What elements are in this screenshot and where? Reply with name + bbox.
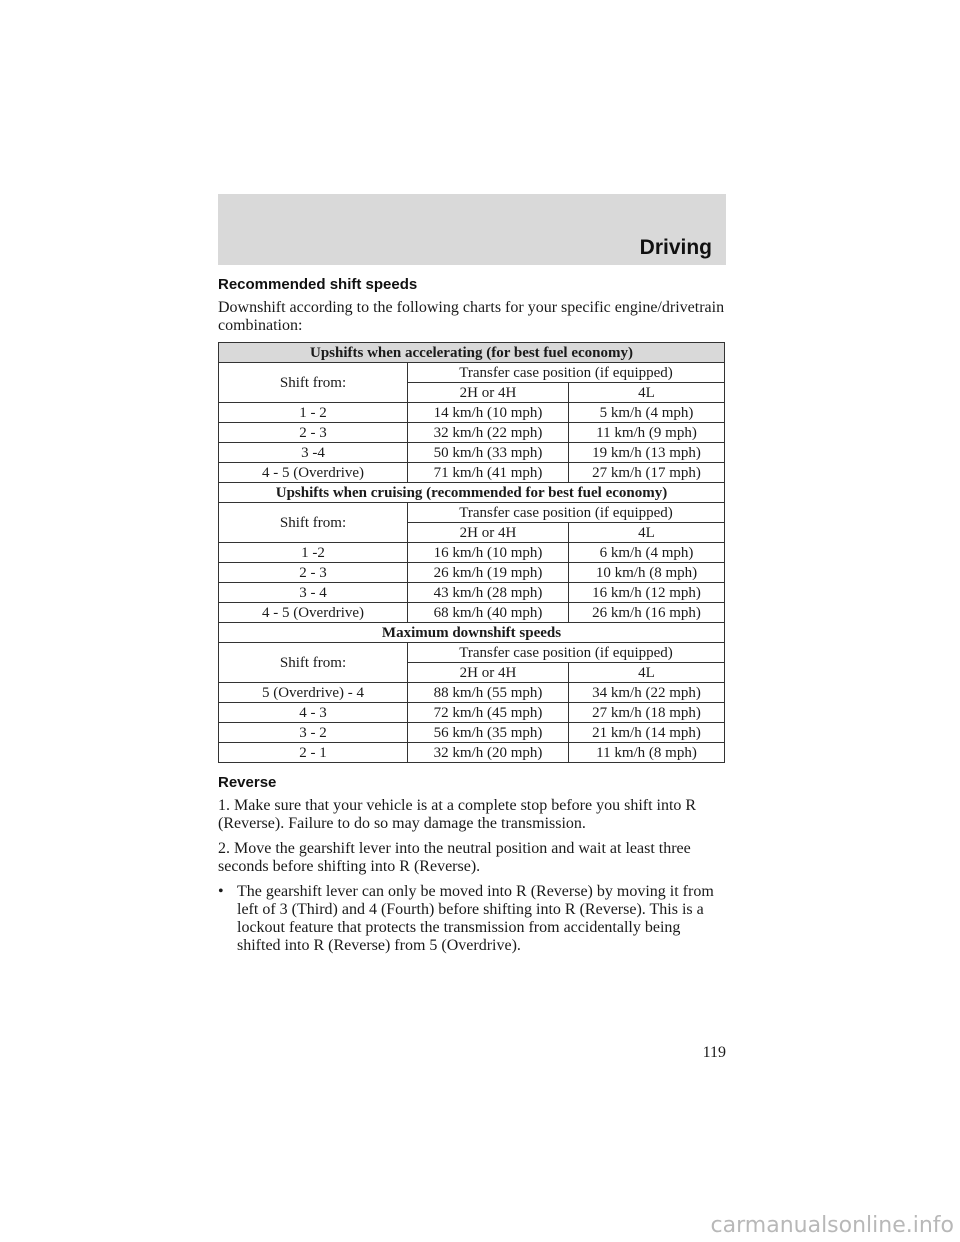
reverse-heading: Reverse [218,774,277,791]
transfer-case-label: Transfer case position (if equipped) [408,363,725,383]
table-cell: 2 - 3 [219,423,408,443]
table-cell: 68 km/h (40 mph) [408,603,569,623]
table-cell: 11 km/h (9 mph) [569,423,725,443]
table-subheader-row [219,503,725,523]
bullet-icon: • [218,883,224,900]
table-cell: 2 - 1 [219,743,408,763]
section-title: Driving [639,236,712,259]
table-section-title: Maximum downshift speeds [219,623,725,643]
table-cell: 3 -4 [219,443,408,463]
table-cell: 4 - 3 [219,703,408,723]
table-cell: 26 km/h (16 mph) [569,603,725,623]
table-cell: 11 km/h (8 mph) [569,743,725,763]
table-cell: 1 - 2 [219,403,408,423]
table-cell: 16 km/h (10 mph) [408,543,569,563]
table-subheader-row [219,643,725,663]
table-cell: 4 - 5 (Overdrive) [219,603,408,623]
table-section-header [219,483,725,503]
list-item [218,883,726,955]
table-cell: 32 km/h (22 mph) [408,423,569,443]
table-cell: 34 km/h (22 mph) [569,683,725,703]
table-cell: 10 km/h (8 mph) [569,563,725,583]
table-row [219,563,725,583]
table-row [219,543,725,563]
shift-speeds-heading: Recommended shift speeds [218,276,418,293]
shift-speeds-table [218,342,725,763]
table-row [219,743,725,763]
table-cell: 43 km/h (28 mph) [408,583,569,603]
table-row [219,603,725,623]
table-subheader-row [219,363,725,383]
table-cell: 14 km/h (10 mph) [408,403,569,423]
page-number: 119 [702,1044,726,1061]
table-section-title: Upshifts when accelerating (for best fuel economy) [219,343,725,363]
table-row [219,703,725,723]
shift-from-label: Shift from: [219,503,408,543]
table-cell: 71 km/h (41 mph) [408,463,569,483]
table-cell: 5 km/h (4 mph) [569,403,725,423]
table-cell: 72 km/h (45 mph) [408,703,569,723]
transfer-case-label: Transfer case position (if equipped) [408,503,725,523]
table-cell: 5 (Overdrive) - 4 [219,683,408,703]
column-4l: 4L [569,383,725,403]
column-2h-4h: 2H or 4H [408,383,569,403]
column-4l: 4L [569,663,725,683]
table-cell: 56 km/h (35 mph) [408,723,569,743]
reverse-step-2: 2. Move the gearshift lever into the neutral position and wait at least three seconds before shifting into R (Reverse). [218,840,691,875]
column-2h-4h: 2H or 4H [408,523,569,543]
table-row [219,683,725,703]
table-cell: 21 km/h (14 mph) [569,723,725,743]
table-cell: 4 - 5 (Overdrive) [219,463,408,483]
table-section-title: Upshifts when cruising (recommended for best fuel economy) [219,483,725,503]
shift-from-label: Shift from: [219,643,408,683]
table-cell: 2 - 3 [219,563,408,583]
transfer-case-label: Transfer case position (if equipped) [408,643,725,663]
table-cell: 88 km/h (55 mph) [408,683,569,703]
table-cell: 16 km/h (12 mph) [569,583,725,603]
column-2h-4h: 2H or 4H [408,663,569,683]
reverse-step-1: 1. Make sure that your vehicle is at a complete stop before you shift into R (Reverse). Failure to do so may damage the transmission. [218,797,697,832]
column-4l: 4L [569,523,725,543]
table-cell: 26 km/h (19 mph) [408,563,569,583]
table-cell: 27 km/h (18 mph) [569,703,725,723]
table-row [219,443,725,463]
section-header-band [218,194,726,265]
table-cell: 3 - 2 [219,723,408,743]
table-cell: 32 km/h (20 mph) [408,743,569,763]
table-row [219,423,725,443]
table-cell: 1 -2 [219,543,408,563]
table-cell: 27 km/h (17 mph) [569,463,725,483]
shift-from-label: Shift from: [219,363,408,403]
table-row [219,583,725,603]
table-row [219,723,725,743]
table-cell: 6 km/h (4 mph) [569,543,725,563]
list-item-text: The gearshift lever can only be moved into R (Reverse) by moving it from left of 3 (Third) and 4 (Fourth) before shifting into R (Reverse). This is a lockout feature that protects the transmission from accidentally being shifted into R (Reverse) from 5 (Overdrive). [237,883,714,954]
reverse-bullet-list [218,883,726,955]
shift-speeds-intro: Downshift according to the following charts for your specific engine/drivetrain combination: [218,299,725,334]
table-row [219,403,725,423]
watermark: carmanualsonline.info [710,1213,954,1238]
table-cell: 50 km/h (33 mph) [408,443,569,463]
table-cell: 3 - 4 [219,583,408,603]
table-section-header [219,623,725,643]
table-section-header [219,343,725,363]
table-row [219,463,725,483]
table-cell: 19 km/h (13 mph) [569,443,725,463]
page-content [218,276,726,955]
